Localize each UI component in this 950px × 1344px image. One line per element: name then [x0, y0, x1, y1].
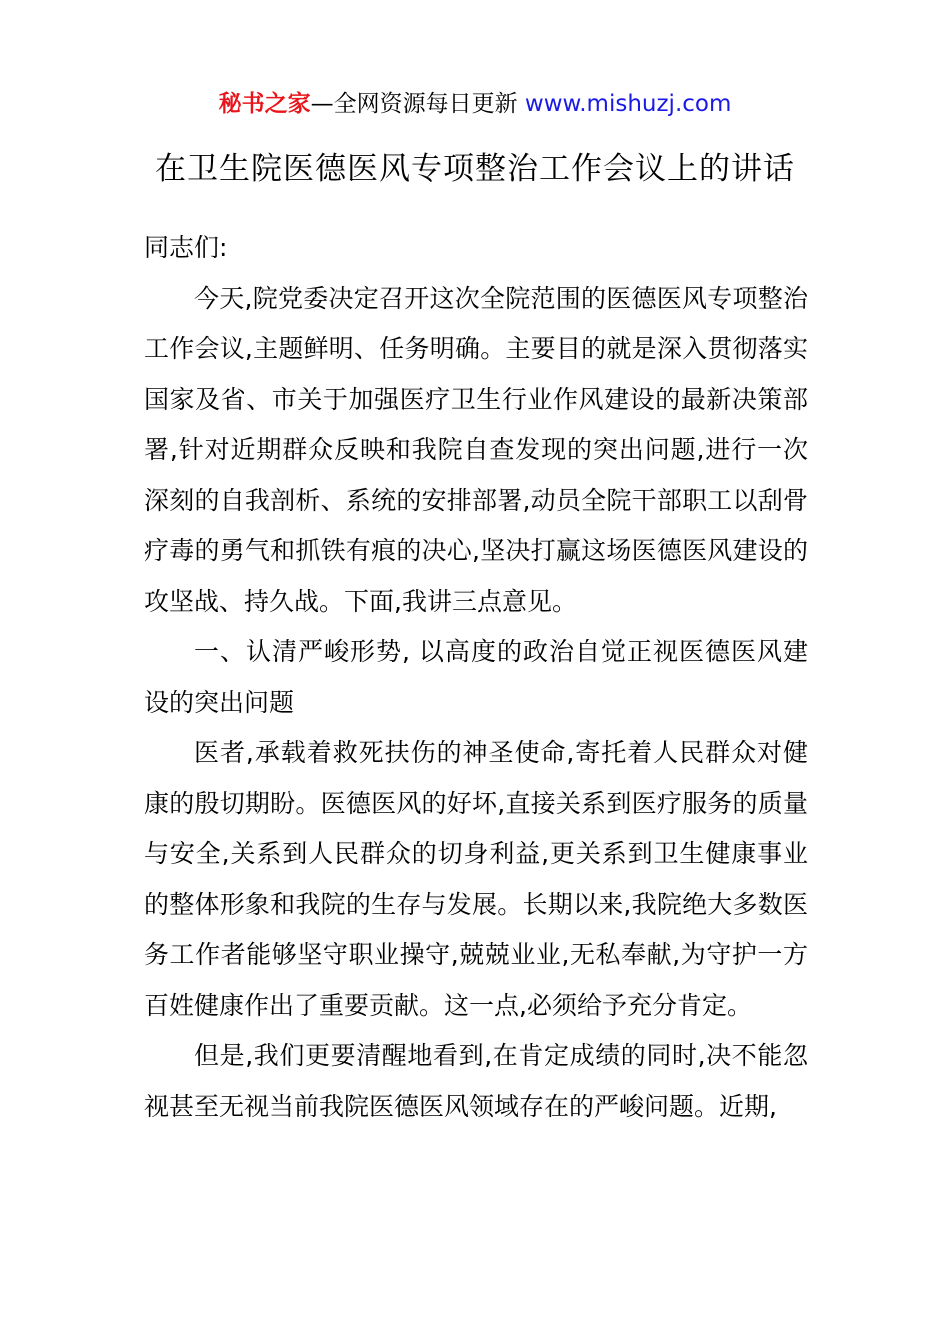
- site-tagline: —全网资源每日更新: [310, 91, 525, 117]
- paragraph-intro: 今天,院党委决定召开这次全院范围的医德医风专项整治工作会议,主题鲜明、任务明确。主要目的就是深入贯彻落实国家及省、市关于加强医疗卫生行业作风建设的最新决策部署,针对近期群众反映和我院自查发现的突出问题,进行一次深刻的自我剖析、系统的安排部署,动员全院干部职工以刮骨疗毒的勇气和抓铁有痕的决心,坚决打赢这场医德医风建设的攻坚战、持久战。下面,我讲三点意见。: [144, 283, 808, 616]
- paragraph-section-1a: 医者,承载着救死扶伤的神圣使命,寄托着人民群众对健康的殷切期盼。医德医风的好坏,直接关系到医疗服务的质量与安全,关系到人民群众的切身利益,更关系到卫生健康事业的整体形象和我院的生存与发展。长期以来,我院绝大多数医务工作者能够坚守职业操守,兢兢业业,无私奉献,为守护一方百姓健康作出了重要贡献。这一点,必须给予充分肯定。: [144, 738, 808, 1020]
- document-title: 在卫生院医德医风专项整治工作会议上的讲话: [155, 151, 795, 187]
- site-url-link[interactable]: www.mishuzj.com: [524, 91, 732, 117]
- paragraph-section-1b: 但是,我们更要清醒地看到,在肯定成绩的同时,决不能忽视甚至无视当前我院医德医风领域存在的严峻问题。近期,: [144, 1041, 808, 1121]
- section-heading-1: 一、认清严峻形势, 以高度的政治自觉正视医德医风建设的突出问题: [144, 637, 808, 717]
- site-brand: 秘书之家: [218, 91, 311, 117]
- document-body: [144, 223, 808, 1132]
- salutation: 同志们:: [144, 233, 228, 262]
- site-header: [0, 86, 950, 122]
